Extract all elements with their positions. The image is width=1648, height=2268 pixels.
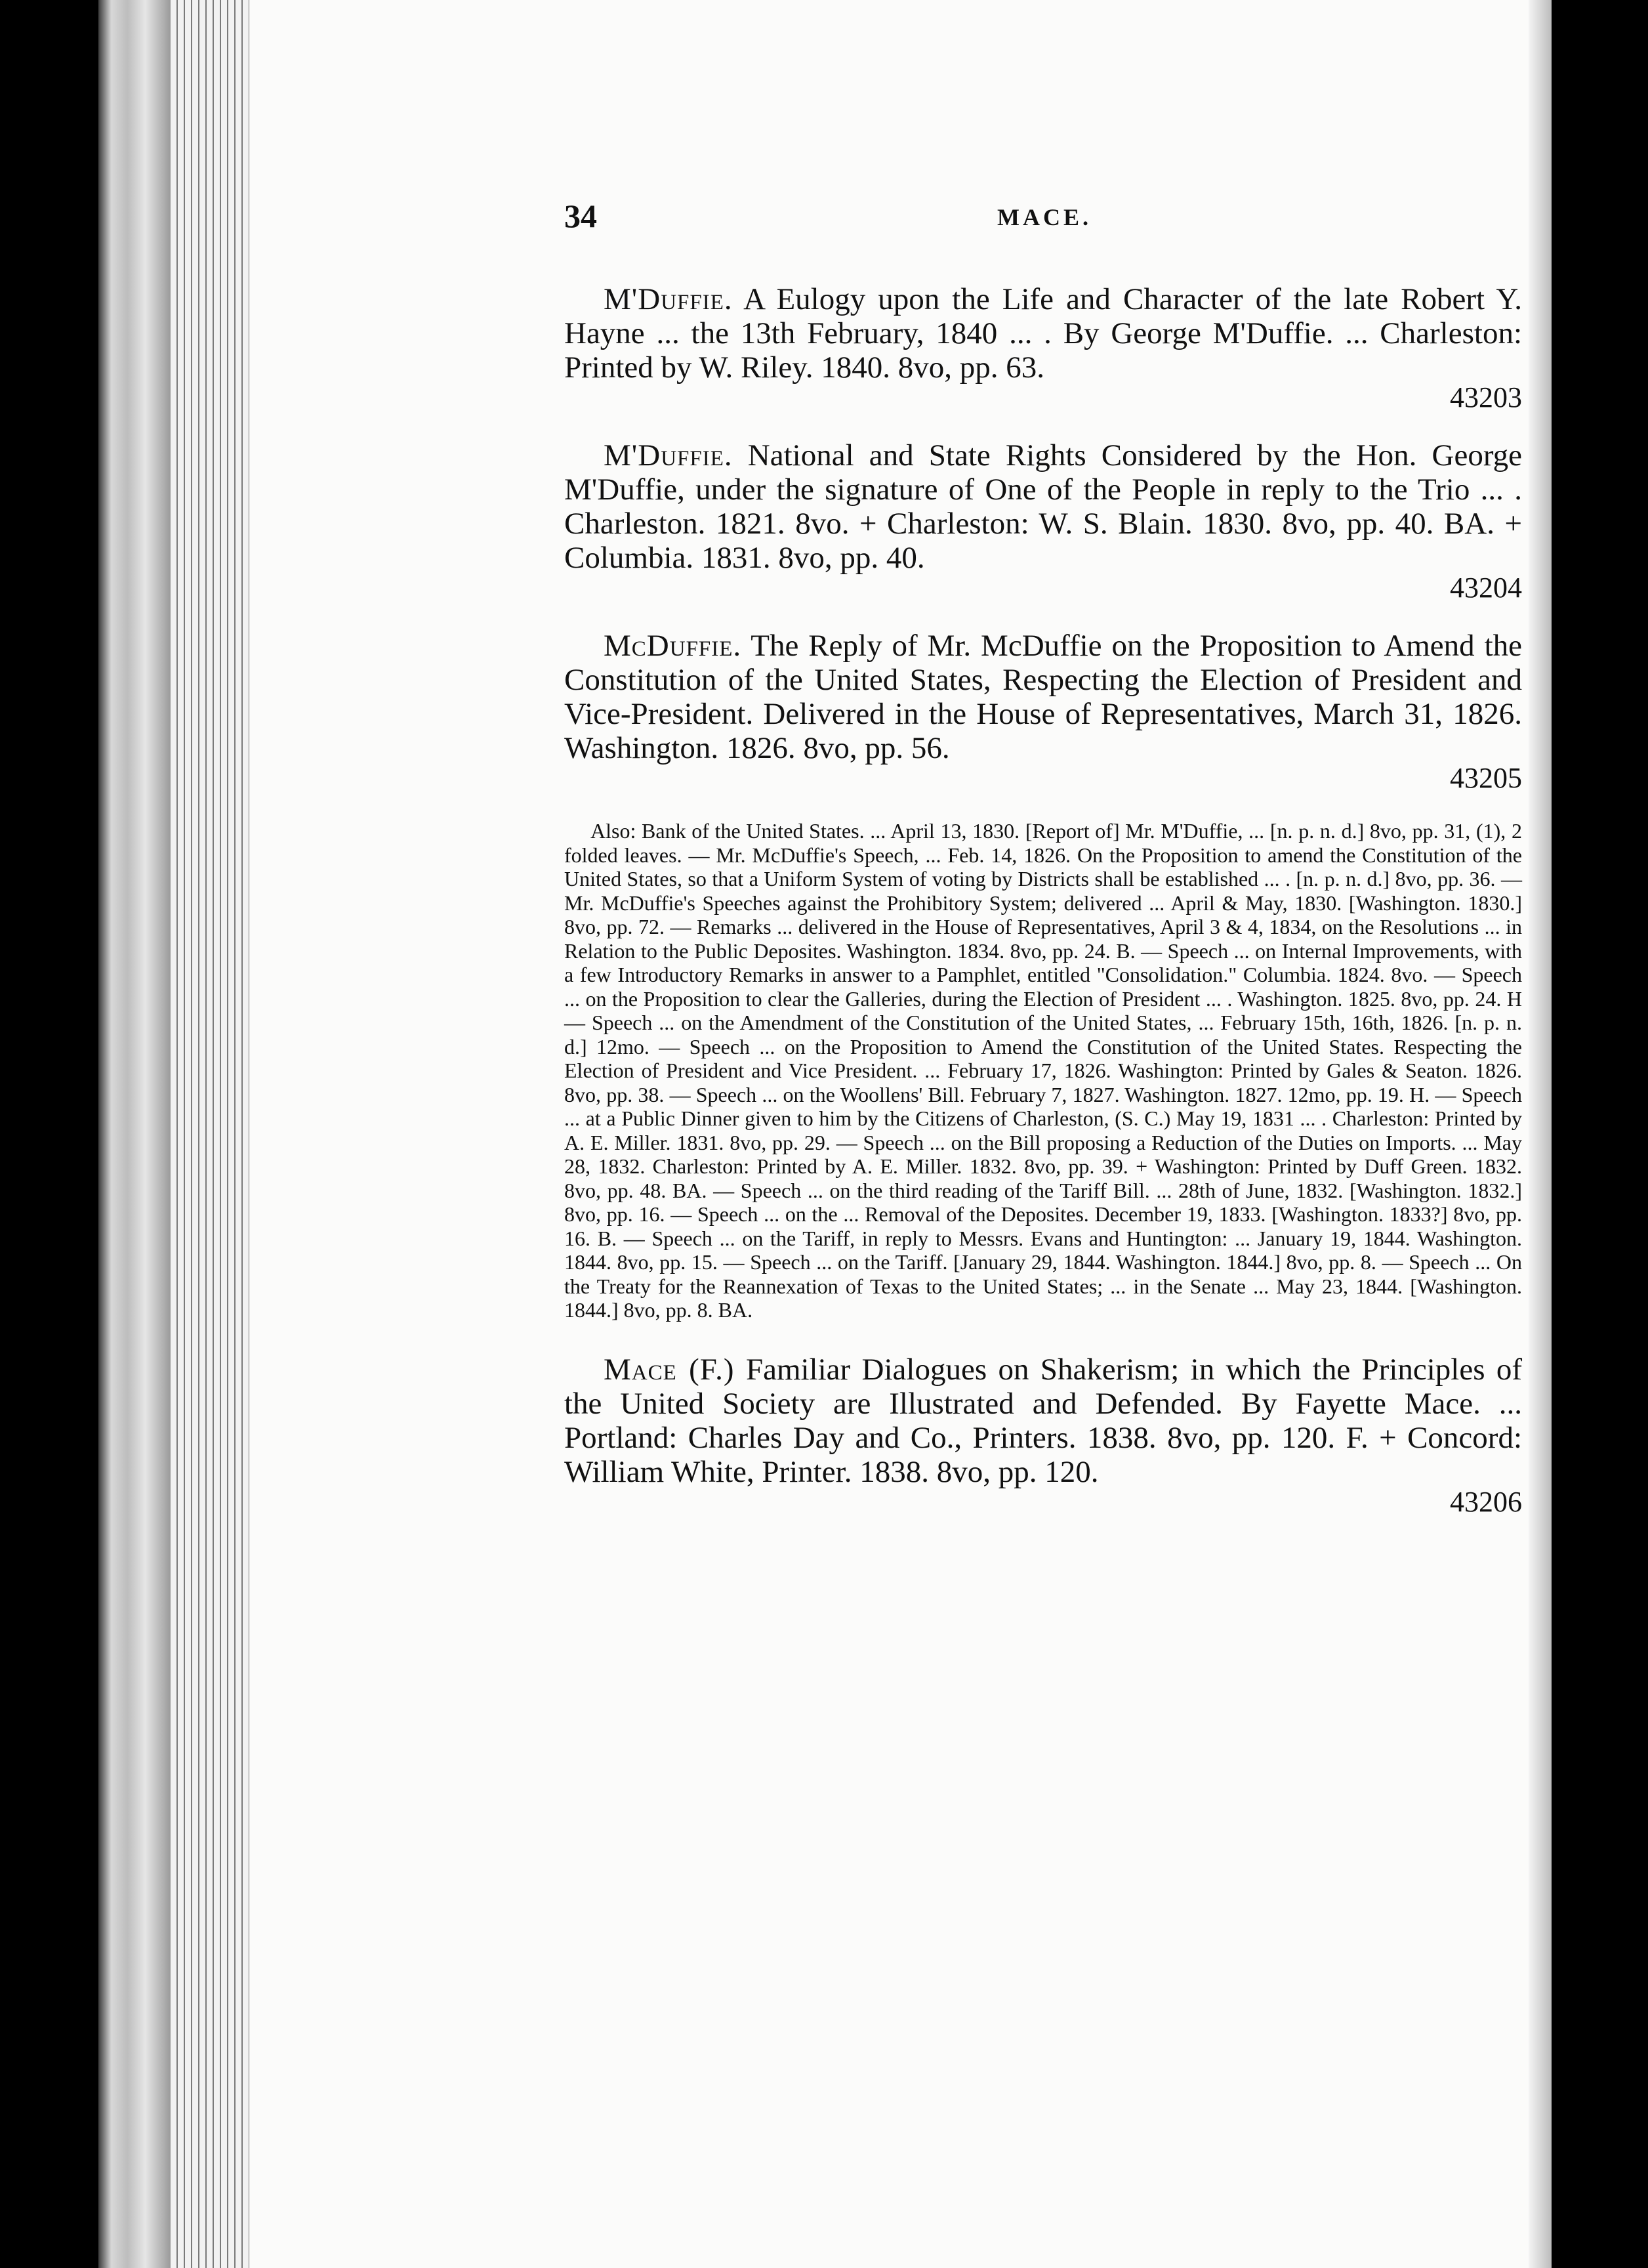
entry-description: The Reply of Mr. McDuffie on the Proposition to Amend the Constitution of the United States, Respecting the Election of President and Vice-President. Delivered in the House of Representatives, March 31, 1826. Washington. 1826. 8vo, pp. 56. (564, 629, 1522, 765)
entry-43204 (564, 438, 1522, 604)
entry-text (564, 1353, 1522, 1489)
entry-number: 43203 (1450, 381, 1522, 413)
running-head (564, 197, 1522, 243)
page-gutter-shadow (1529, 0, 1552, 2268)
entry-43206 (564, 1353, 1522, 1518)
page-stack-edges (171, 0, 249, 2268)
previous-leaf-edge (98, 0, 171, 2268)
page-number: 34 (564, 198, 597, 234)
scan-left-border (0, 0, 98, 2268)
entry-number: 43206 (1450, 1485, 1522, 1518)
entry-text (564, 438, 1522, 575)
entry-author: Mace (F.) (604, 1352, 735, 1387)
entry-43203 (564, 282, 1522, 413)
entry-43205 (564, 629, 1522, 794)
entry-author: McDuffie. (604, 629, 742, 663)
entry-text (564, 629, 1522, 765)
entry-number: 43204 (1450, 572, 1522, 604)
entry-author: M'Duffie. (604, 438, 733, 472)
entry-description: A Eulogy upon the Life and Character of the late Robert Y. Hayne ... the 13th February, 1840 ... . By George M'Duffie. ... Charleston: Printed by W. Riley. 1840. 8vo, pp. 63. (564, 282, 1522, 385)
entry-description: National and State Rights Considered by the Hon. George M'Duffie, under the signature of One of the People in reply to the Trio ... . Charleston. 1821. 8vo. + Charleston: W. S. Blain. 1830. 8vo, pp. 40. BA. + Columbia. 1831. 8vo, pp. 40. (564, 438, 1523, 575)
entry-text (564, 282, 1522, 385)
entry-description: Familiar Dialogues on Shakerism; in which the Principles of the United Society are Illustrated and Defended. By Fayette Mace. ... Portland: Charles Day and Co., Printers. 1838. 8vo, pp. 120. F. + Concord: William White, Printer. 1838. 8vo, pp. 120. (564, 1352, 1523, 1489)
entry-number: 43205 (1450, 762, 1522, 794)
entry-author: M'Duffie. (604, 282, 733, 316)
scan-right-border (1552, 0, 1648, 2268)
running-head-title: MACE. (997, 204, 1092, 230)
page-text (564, 197, 1522, 1543)
also-note: Also: Bank of the United States. ... April 13, 1830. [Report of] Mr. M'Duffie, ... [n. p. n. d.] 8vo, pp. 31, (1), 2 folded leaves. — Mr. McDuffie's Speech, ... Feb. 14, 1826. On the Proposition to amend the Constitution of the United States, so that a Uniform System of voting by Districts shall be established ... . [n. p. n. d.] 8vo, pp. 36. — Mr. McDuffie's Speeches against the Prohibitory System; delivered ... April & May, 1830. [Washington. 1830.] 8vo, pp. 72. — Remarks ... delivered in the House of Representatives, April 3 & 4, 1834, on the Resolutions ... in Relation to the Public Deposites. Washington. 1834. 8vo, pp. 24. B. — Speech ... on Internal Improvements, with a few Introductory Remarks in answer to a Pamphlet, entitled "Consolidation." Columbia. 1824. 8vo. — Speech ... on the Proposition to clear the Galleries, during the Election of President ... . Washington. 1825. 8vo, pp. 24. H — Speech ... on the Amendment of the Constitution of the United States, ... February 15th, 16th, 1826. [n. p. n. d.] 12mo. — Speech ... on the Proposition to Amend the Constitution of the United States. Respecting the Election of President and Vice President. ... February 17, 1826. Washington: Printed by Gales & Seaton. 1826. 8vo, pp. 38. — Speech ... on the Woollens' Bill. February 7, 1827. Washington. 1827. 12mo, pp. 19. H. — Speech ... at a Public Dinner given to him by the Citizens of Charleston, (S. C.) May 19, 1831 ... . Charleston: Printed by A. E. Miller. 1831. 8vo, pp. 29. — Speech ... on the Bill proposing a Reduction of the Duties on Imports. ... May 28, 1832. Charleston: Printed by A. E. Miller. 1832. 8vo, pp. 39. + Washington: Printed by Duff Green. 1832. 8vo, pp. 48. BA. — Speech ... on the third reading of the Tariff Bill. ... 28th of June, 1832. [Washington. 1832.] 8vo, pp. 16. — Speech ... on the ... Removal of the Deposites. December 19, 1833. [Washington. 1833?] 8vo, pp. 16. B. — Speech ... on the Tariff, in reply to Messrs. Evans and Huntington: ... January 19, 1844. Washington. 1844. 8vo, pp. 15. — Speech ... on the Tariff. [January 29, 1844. Washington. 1844.] 8vo, pp. 8. — Speech ... On the Treaty for the Reannexation of Texas to the United States; ... in the Senate ... May 23, 1844. [Washington. 1844.] 8vo, pp. 8. BA. (564, 819, 1522, 1322)
